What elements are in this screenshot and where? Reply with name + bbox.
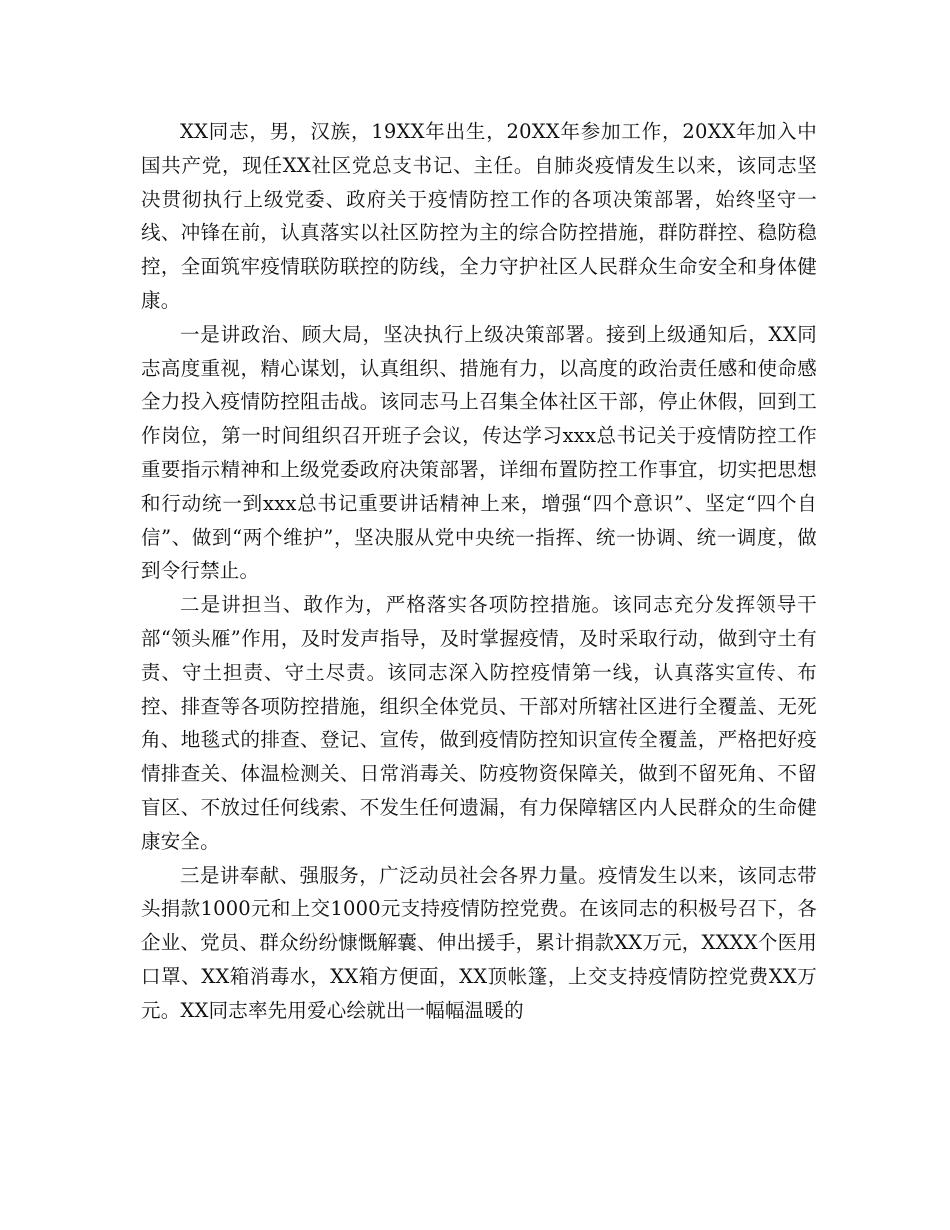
paragraph-dedication: 三是讲奉献、强服务，广泛动员社会各界力量。疫情发生以来，该同志带头捐款1000元和上交1000元支持疫情防控党费。在该同志的积极号召下，各企业、党员、群众纷纷慷慨解囊、伸出援手，累计捐款XX万元，XXXX个医用口罩、XX箱消毒水，XX箱方便面，XX顶帐篷，上交支持疫情防控党费XX万元。XX同志率先用爱心绘就出一幅幅温暖的 [141,863,817,1022]
paragraph-intro: XX同志，男，汉族，19XX年出生，20XX年参加工作，20XX年加入中国共产党，现任XX社区党总支书记、主任。自肺炎疫情发生以来，该同志坚决贯彻执行上级党委、政府关于疫情防控工作的各项决策部署，始终坚守一线、冲锋在前，认真落实以社区防控为主的综合防控措施，群防群控、稳防稳控，全面筑牢疫情联防联控的防线，全力守护社区人民群众生命安全和身体健康。 [141,120,817,312]
paragraph-responsibility: 二是讲担当、敢作为，严格落实各项防控措施。该同志充分发挥领导干部“领头雁”作用，及时发声指导，及时掌握疫情，及时采取行动，做到守土有责、守土担责、守土尽责。该同志深入防控疫情第一线，认真落实宣传、布控、排查等各项防控措施，组织全体党员、干部对所辖社区进行全覆盖、无死角、地毯式的排查、登记、宣传，做到疫情防控知识宣传全覆盖，严格把好疫情排查关、体温检测关、日常消毒关、防疫物资保障关，做到不留死角、不留盲区、不放过任何线索、不发生任何遗漏，有力保障辖区内人民群众的生命健康安全。 [141,593,817,853]
paragraph-politics: 一是讲政治、顾大局，坚决执行上级决策部署。接到上级通知后，XX同志高度重视，精心谋划，认真组织、措施有力，以高度的政治责任感和使命感全力投入疫情防控阻击战。该同志马上召集全体社区干部，停止休假，回到工作岗位，第一时间组织召开班子会议，传达学习xxx总书记关于疫情防控工作重要指示精神和上级党委政府决策部署，详细布置防控工作事宜，切实把思想和行动统一到xxx总书记重要讲话精神上来，增强“四个意识”、坚定“四个自信”、做到“两个维护”，坚决服从党中央统一指挥、统一协调、统一调度，做到令行禁止。 [141,322,817,583]
document-body [141,115,817,1028]
